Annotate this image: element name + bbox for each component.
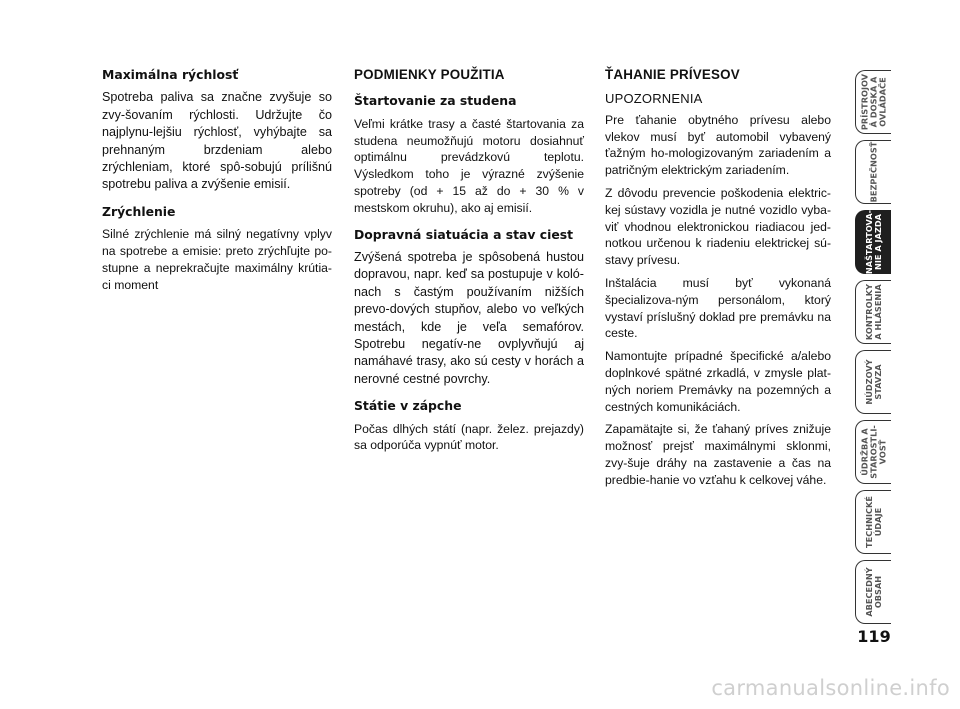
paragraph-towing-2: Z dôvodu prevencie poškodenia elektric-kej sústavy vozidla je nutné vozidlo vyba-viť vhodnou elektronickou riadiacou jed-notkou určenou k riadeniu elektrickej sú-stavy prívesu. [605, 186, 831, 268]
tab-starting-driving[interactable] [855, 210, 891, 274]
paragraph-traffic: Zvýšená spotreba je spôsobená hustou dopravou, napr. keď sa postupuje v koló-nach s častým používaním nižších prevo-dových stupňov, alebo vo veľkých mestách, kde je veľa semafórov. Spotrebu negatív-ne ovplyvňujú aj namáhavé trasy, ako sú cesty v horách a nerovné cestné povrchy. [354, 250, 584, 386]
column-left [102, 66, 332, 299]
tab-maintenance[interactable] [855, 420, 891, 484]
paragraph-traffic-jam: Počas dlhých státí (napr. želez. prejazdy) sa odporúča vypnúť motor. [354, 421, 584, 453]
heading-acceleration: Zrýchlenie [102, 203, 176, 219]
column-right [605, 66, 831, 495]
paragraph-towing-3: Inštalácia musí byť vykonaná špecializova-ným personálom, ktorý vystaví príslušný doklad pre premávku na ceste. [605, 275, 831, 341]
paragraph-towing-4: Namontujte prípadné špecifické a/alebo doplnkové spätné zrkadlá, v zmysle plat-ných noriem Premávky na pozemných a cestných komunikáciách. [605, 349, 831, 414]
paragraph-cold-start: Veľmi krátke trasy a časté štartovania za studena neumožňujú motoru dosiahnuť optimálnu prevádzkovú teplotu. Výsledkom toho je výrazné zvýšenie spotreby (od + 15 až do + 30 % v mestskom okruhu), ako aj emisií. [354, 116, 584, 215]
section-title-towing: ŤAHANIE PRÍVESOV [605, 67, 740, 82]
section-title-usage-conditions: PODMIENKY POUŽITIA [354, 67, 505, 82]
watermark: carmanualsonline.info [711, 676, 950, 700]
tab-label: NÚDZOVÝ STAVZA [863, 359, 883, 405]
tab-index[interactable] [855, 560, 891, 624]
heading-traffic-jam: Státie v zápche [354, 398, 462, 414]
tab-label: BEZPEČNOSŤ [868, 141, 878, 203]
tab-safety[interactable] [855, 140, 891, 204]
tab-technical-data[interactable] [855, 490, 891, 554]
tab-warning-lights[interactable] [855, 280, 891, 344]
paragraph-towing-5: Zapamätajte si, že ťahaný príves znižuje možnosť prejsť maximálnymi sklonmi, zvy-šuje dráhy na zastavenie a čas na predbie-hanie vo vzťahu k celkovej váhe. [605, 422, 831, 487]
tab-label: PRÍSTROJOV Á DOSKA A OVLÁDAČE [859, 73, 887, 131]
warning-label: UPOZORNENIA [605, 91, 703, 107]
tab-label: ABECEDNÝ OBSAH [863, 567, 883, 617]
page-number: 119 [857, 627, 891, 646]
paragraph-max-speed: Spotreba paliva sa značne zvyšuje so zvy-šovaním rýchlosti. Udržujte čo najplynu-lejšiu rýchlosť, vyhýbajte sa prehnaným brzdeniam alebo zrýchleniam, ktoré spô-sobujú prílišnú spotrebu paliva a zvýšenie emisií. [102, 90, 332, 192]
column-middle [354, 66, 584, 460]
tab-instruments[interactable] [855, 70, 891, 134]
tab-label: ÚDRŽBA A STAROSTLI- VOSŤ [859, 425, 887, 479]
paragraph-towing-1: Pre ťahanie obytného prívesu alebo vlekov musí byť automobil vybavený ťažným ho-mologizovaným zariadením a patričným elektrickým zariadením. [605, 112, 831, 178]
tab-label: KONTROLKY A HLÁSENIA [863, 283, 883, 341]
tab-label: TECHNICKÉ ÚDAJE [863, 496, 883, 548]
heading-max-speed: Maximálna rýchlosť [102, 67, 239, 82]
tab-emergency[interactable] [855, 350, 891, 414]
tab-label: NAŠTARTOVA- NIE A JAZDA [863, 209, 883, 275]
heading-traffic: Dopravná siatuácia a stav ciest [354, 226, 574, 242]
chapter-tabs [855, 70, 891, 630]
paragraph-acceleration: Silné zrýchlenie má silný negatívny vplyv na spotrebe a emisie: preto zrýchľujte po-stupne a neprekračujte maximálny krútia-ci moment [102, 227, 332, 292]
heading-cold-start: Štartovanie za studena [354, 93, 517, 109]
